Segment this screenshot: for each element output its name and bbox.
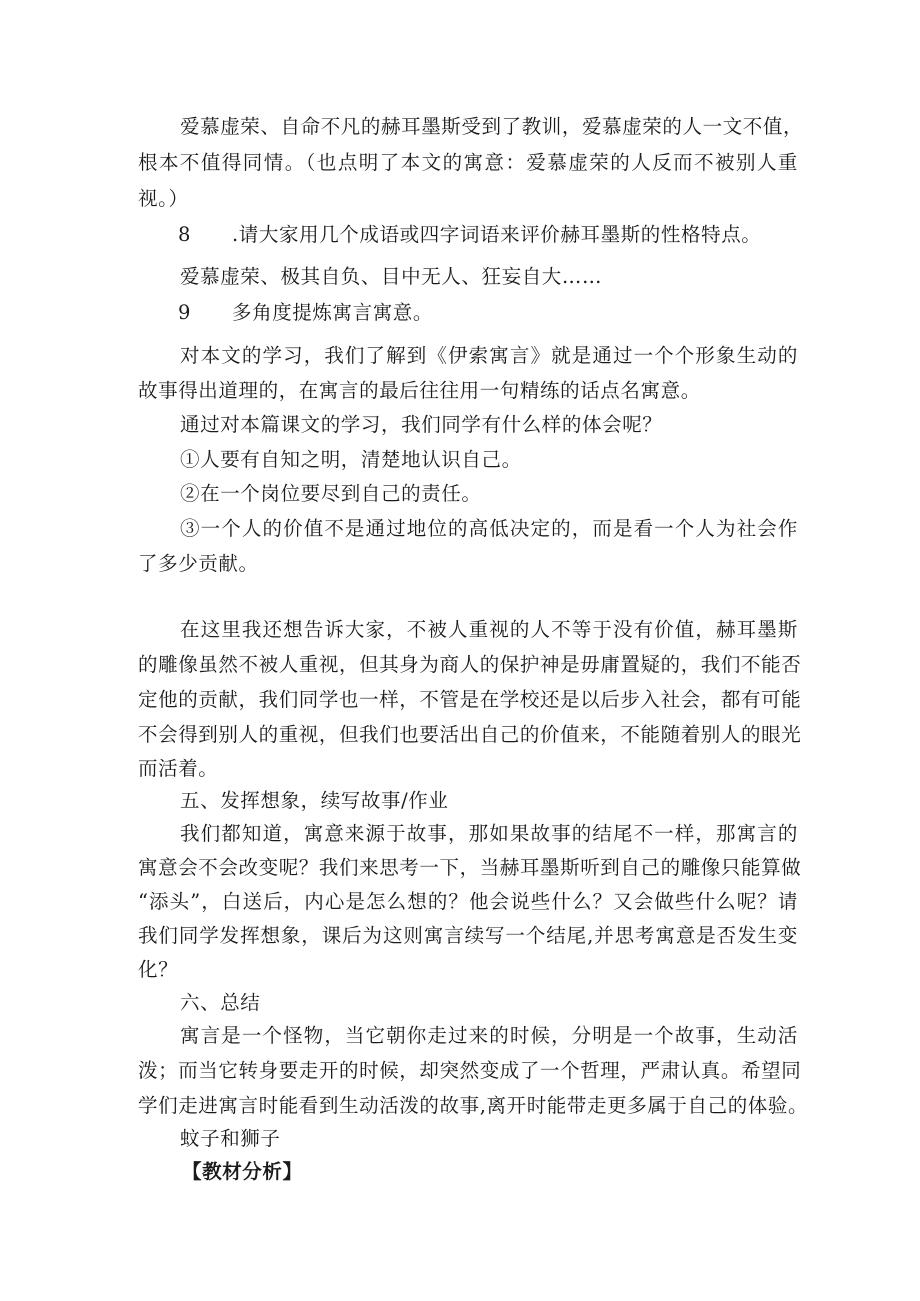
list-item: ②在一个岗位要尽到自己的责任。 (180, 482, 482, 505)
paragraph-line: 故事得出道理的，在寓言的最后往往用一句精练的话点名寓意。 (138, 379, 701, 402)
paragraph-line: 在这里我还想告诉大家，不被人重视的人不等于没有价值，赫耳墨斯 (180, 618, 798, 641)
paragraph-line: 寓意会不会改变呢？我们来思考一下，当赫耳墨斯听到自己的雕像只能算做 (138, 856, 802, 879)
paragraph-line: 根本不值得同情。（也点明了本文的寓意：爱慕虚荣的人反而不被别人重 (138, 151, 798, 174)
question-text: .请大家用几个成语或四字词语来评价赫耳墨斯的性格特点。 (232, 223, 762, 246)
list-item: ①人要有自知之明，清楚地认识自己。 (180, 448, 522, 471)
paragraph-line: 寓言是一个怪物，当它朝你走过来的时候，分明是一个故事，生动活 (180, 1024, 798, 1047)
section-heading-6: 六、总结 (180, 991, 261, 1014)
paragraph-line: 泼；而当它转身要走开的时候，却突然变成了一个哲理，严肃认真。希望同 (138, 1059, 802, 1082)
question-8 (178, 221, 798, 249)
paragraph-line: 定他的贡献，我们同学也一样，不管是在学校还是以后步入社会，都有可能 (138, 688, 802, 711)
paragraph-line: 不会得到别人的重视，但我们也要活出自己的价值来，不能随着别人的眼光 (138, 723, 802, 746)
lesson-title: 蚊子和狮子 (180, 1127, 281, 1150)
paragraph-line: 通过对本篇课文的学习，我们同学有什么样的体会呢？ (180, 413, 663, 436)
paragraph-line: 而活着。 (138, 757, 219, 780)
question-number: 8 (178, 223, 192, 246)
question-text: 多角度提炼寓言寓意。 (232, 301, 434, 324)
paragraph-line: 我们同学发挥想象，课后为这则寓言续写一个结尾,并思考寓意是否发生变 (138, 924, 798, 947)
paragraph-line: 对本文的学习，我们了解到《伊索寓言》就是通过一个个形象生动的 (180, 344, 798, 367)
answer-8: 爱慕虚荣、极其自负、目中无人、狂妄自大…… (180, 265, 603, 288)
paragraph-line: 学们走进寓言时能看到生动活泼的故事,离开时能带走更多属于自己的体验。 (138, 1094, 809, 1117)
paragraph-line: “添头”，白送后，内心是怎么想的？他会说些什么？又会做些什么呢？请 (138, 890, 798, 913)
paragraph-line: 我们都知道，寓意来源于故事，那如果故事的结尾不一样，那寓言的 (180, 822, 798, 845)
section-label: 【教材分析】 (182, 1160, 303, 1183)
list-item: ③一个人的价值不是通过地位的高低决定的，而是看一个人为社会作 (180, 517, 798, 540)
paragraph-line: 的雕像虽然不被人重视，但其身为商人的保护神是毋庸置疑的，我们不能否 (138, 653, 802, 676)
paragraph-line: 视。） (138, 187, 189, 210)
question-number: 9 (178, 301, 192, 324)
paragraph-line: 化？ (138, 958, 179, 981)
list-item-continued: 了多少贡献。 (138, 552, 259, 575)
section-heading-5: 五、发挥想象，续写故事/作业 (180, 789, 449, 812)
question-9 (178, 299, 798, 327)
paragraph-line: 爱慕虚荣、自命不凡的赫耳墨斯受到了教训，爱慕虚荣的人一文不值， (180, 115, 804, 138)
